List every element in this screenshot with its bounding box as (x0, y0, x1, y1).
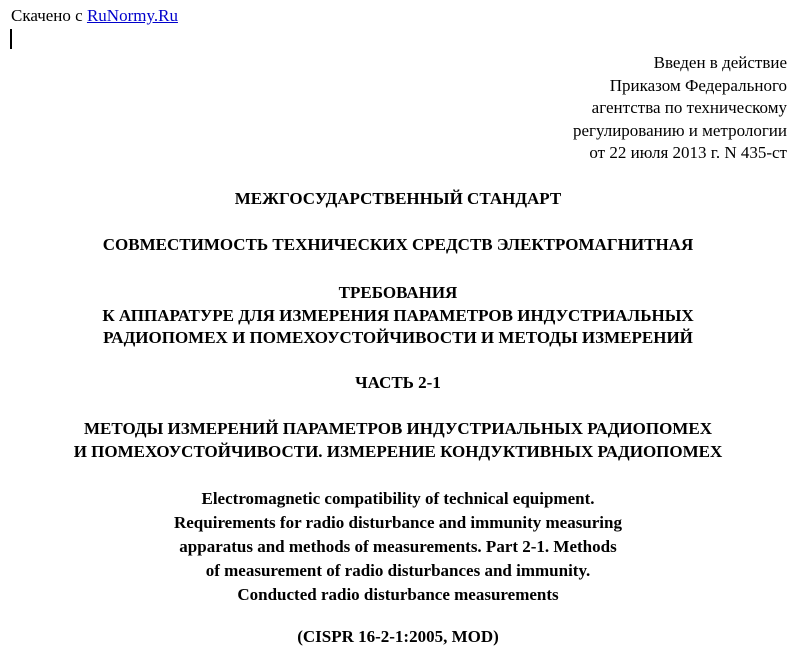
english-title-line: of measurement of radio disturbances and immunity. (205, 561, 591, 580)
enactment-line: Приказом Федерального (609, 75, 787, 95)
text-cursor (10, 29, 12, 49)
methods-heading (0, 418, 796, 463)
english-title-line: Requirements for radio disturbance and immunity measuring (173, 513, 622, 532)
enactment-line: Введен в действие (653, 53, 787, 72)
standard-type-heading: МЕЖГОСУДАРСТВЕННЫЙ СТАНДАРТ (234, 189, 562, 208)
enactment-line: регулированию и метрологии (572, 120, 787, 140)
requirements-line: РАДИОПОМЕХ И ПОМЕХОУСТОЙЧИВОСТИ И МЕТОДЫ ИЗМЕРЕНИЙ (103, 328, 693, 347)
english-title-line: Electromagnetic compatibility of technical equipment. (201, 489, 595, 508)
methods-line: И ПОМЕХОУСТОЙЧИВОСТИ. ИЗМЕРЕНИЕ КОНДУКТИВНЫХ РАДИОПОМЕХ (73, 441, 723, 461)
english-title (0, 487, 796, 607)
methods-line: МЕТОДЫ ИЗМЕРЕНИЙ ПАРАМЕТРОВ ИНДУСТРИАЛЬНЫХ РАДИОПОМЕХ (84, 419, 712, 438)
enactment-line: от 22 июля 2013 г. N 435-ст (589, 143, 787, 162)
english-title-line: Conducted radio disturbance measurements (237, 585, 559, 604)
english-title-line: apparatus and methods of measurements. Part 2-1. Methods (179, 537, 617, 556)
requirements-heading (0, 282, 796, 350)
cispr-reference: (CISPR 16-2-1:2005, MOD) (297, 627, 499, 646)
runormy-link[interactable]: RuNormy.Ru (86, 6, 178, 25)
requirements-line: ТРЕБОВАНИЯ (338, 283, 458, 302)
downloaded-prefix: Скачено с (11, 6, 83, 25)
downloaded-from-line (11, 6, 178, 26)
requirements-line: К АППАРАТУРЕ ДЛЯ ИЗМЕРЕНИЯ ПАРАМЕТРОВ ИНДУСТРИАЛЬНЫХ (102, 305, 694, 325)
main-title-heading: СОВМЕСТИМОСТЬ ТЕХНИЧЕСКИХ СРЕДСТВ ЭЛЕКТРОМАГНИТНАЯ (102, 235, 694, 254)
enactment-note (573, 52, 787, 165)
enactment-line: агентства по техническому (591, 98, 787, 117)
part-heading: ЧАСТЬ 2-1 (355, 373, 441, 392)
